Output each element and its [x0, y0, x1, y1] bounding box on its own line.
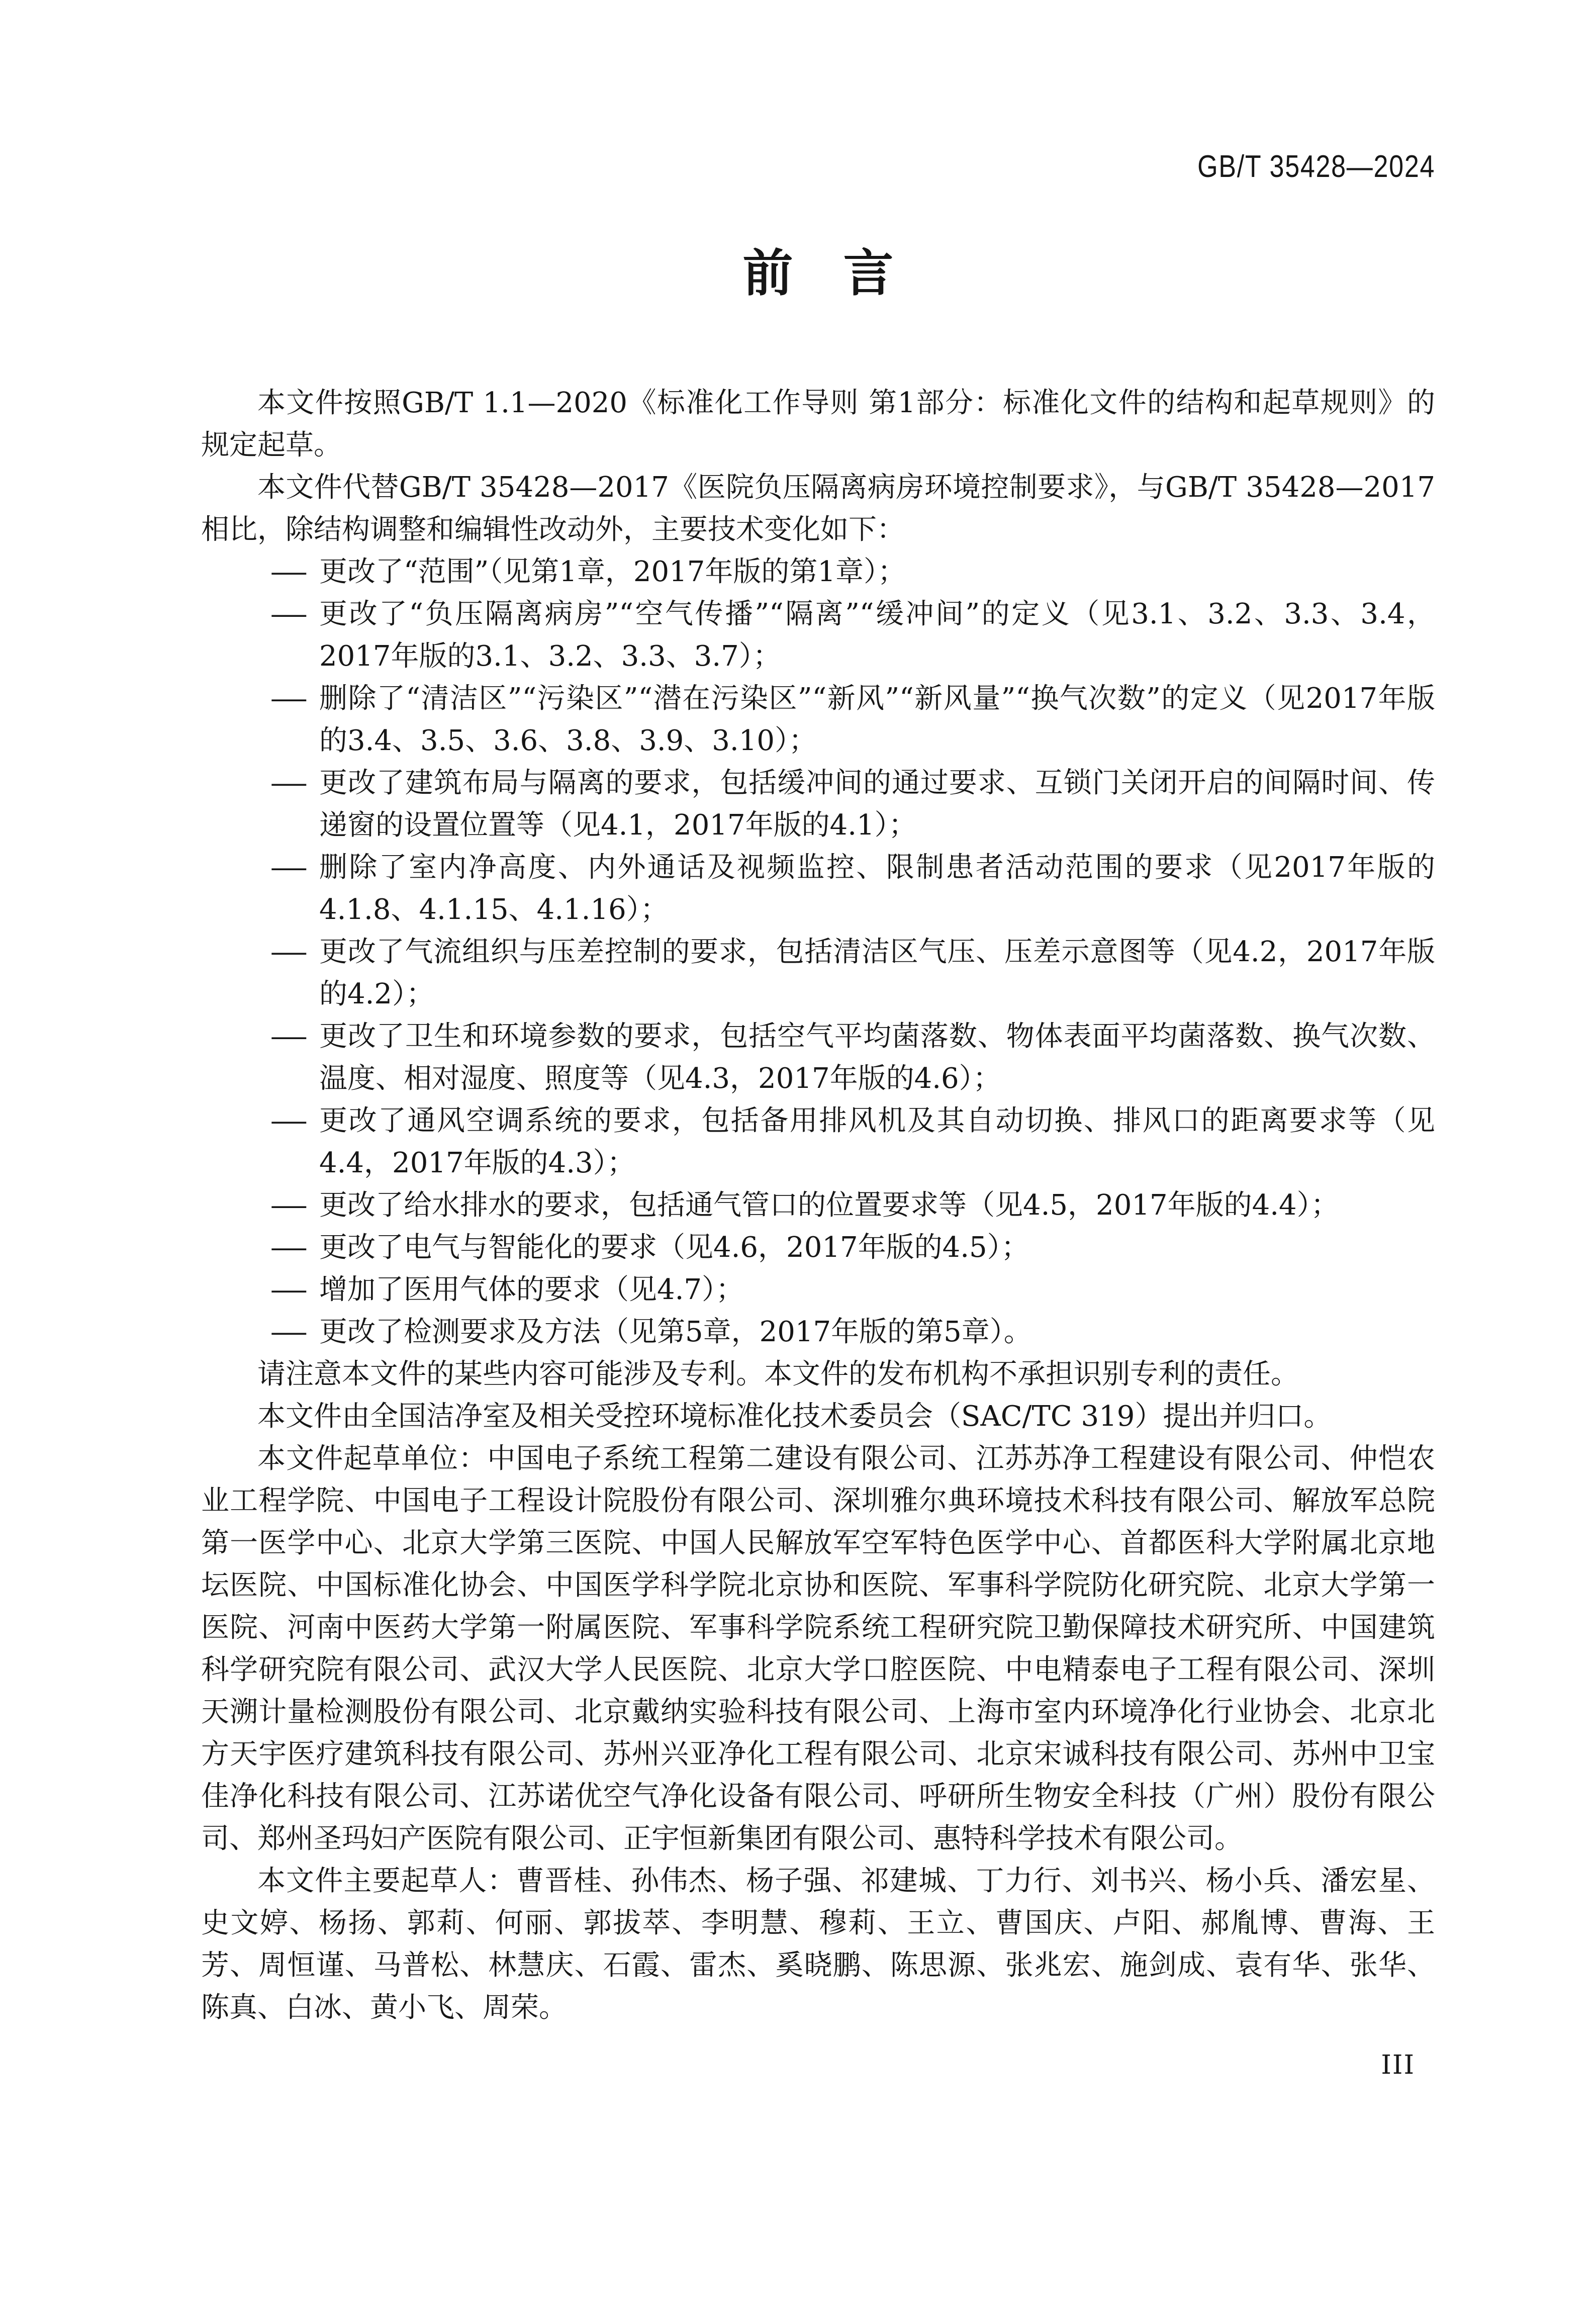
change-item-03 — [201, 678, 1435, 762]
change-item-06 — [201, 931, 1435, 1015]
change-item-02 — [201, 593, 1435, 678]
change-item-11 — [201, 1269, 1435, 1311]
para-replacement: 本文件代替GB/T 35428—2017《医院负压隔离病房环境控制要求》，与GB/T 35428—2017相比，除结构调整和编辑性改动外，主要技术变化如下： — [201, 471, 1435, 546]
change-item-10 — [201, 1227, 1435, 1269]
para-drafting-units: 本文件起草单位：中国电子系统工程第二建设有限公司、江苏苏净工程建设有限公司、仲恺农业工程学院、中国电子工程设计院股份有限公司、深圳雅尔典环境技术科技有限公司、解放军总院第一医学中心、北京大学第三医院、中国人民解放军空军特色医学中心、首都医科大学附属北京地坛医院、中国标准化协会、中国医学科学院北京协和医院、军事科学院防化研究院、北京大学第一医院、河南中医药大学第一附属医院、军事科学院系统工程研究院卫勤保障技术研究所、中国建筑科学研究院有限公司、武汉大学人民医院、北京大学口腔医院、中电精泰电子工程有限公司、深圳天溯计量检测股份有限公司、北京戴纳实验科技有限公司、上海市室内环境净化行业协会、北京北方天宇医疗建筑科技有限公司、苏州兴亚净化工程有限公司、北京宋诚科技有限公司、苏州中卫宝佳净化科技有限公司、江苏诺优空气净化设备有限公司、呼研所生物安全科技（广州）股份有限公司、郑州圣玛妇产医院有限公司、正宇恒新集团有限公司、惠特科学技术有限公司。 — [201, 1442, 1435, 1855]
change-dash: — — [270, 767, 308, 799]
change-text: 删除了室内净高度、内外通话及视频监控、限制患者活动范围的要求（见2017年版的4.1.8、4.1.15、4.1.16）； — [319, 851, 1435, 926]
change-dash: — — [270, 1231, 308, 1264]
change-dash: — — [270, 1104, 308, 1137]
change-text: 更改了给水排水的要求，包括通气管口的位置要求等（见4.5，2017年版的4.4）； — [319, 1189, 1339, 1222]
change-dash: — — [270, 556, 308, 588]
para-chief-drafters: 本文件主要起草人：曹晋桂、孙伟杰、杨子强、祁建城、丁力行、刘书兴、杨小兵、潘宏星、史文婷、杨扬、郭莉、何丽、郭拔萃、李明慧、穆莉、王立、曹国庆、卢阳、郝胤博、曹海、王芳、周恒谨、马普松、林慧庆、石霞、雷杰、奚晓鹏、陈思源、张兆宏、施剑成、袁有华、张华、陈真、白冰、黄小飞、周荣。 — [201, 1865, 1435, 2024]
page-title: 前 言 — [742, 243, 894, 303]
change-text: 更改了电气与智能化的要求（见4.6，2017年版的4.5）； — [319, 1231, 1029, 1264]
change-dash: — — [270, 1273, 308, 1306]
change-text: 更改了建筑布局与隔离的要求，包括缓冲间的通过要求、互锁门关闭开启的间隔时间、传递窗的设置位置等（见4.1，2017年版的4.1）； — [319, 767, 1435, 842]
change-text: 更改了卫生和环境参数的要求，包括空气平均菌落数、物体表面平均菌落数、换气次数、温度、相对湿度、照度等（见4.3，2017年版的4.6）； — [319, 1020, 1435, 1095]
standard-number: GB/T 35428—2024 — [1197, 149, 1435, 184]
changes-list — [201, 551, 1435, 1353]
para-drafting-basis: 本文件按照GB/T 1.1—2020《标准化工作导则 第1部分：标准化文件的结构和起草规则》的规定起草。 — [201, 387, 1435, 461]
change-dash: — — [270, 682, 308, 715]
change-dash: — — [270, 936, 308, 968]
foreword-body — [201, 382, 1435, 2029]
change-item-04 — [201, 762, 1435, 847]
change-text: 更改了气流组织与压差控制的要求，包括清洁区气压、压差示意图等（见4.2，2017年版的4.2）； — [319, 936, 1435, 1010]
para-committee: 本文件由全国洁净室及相关受控环境标准化技术委员会（SAC/TC 319）提出并归口。 — [257, 1400, 1332, 1433]
change-text: 更改了通风空调系统的要求，包括备用排风机及其自动切换、排风口的距离要求等（见4.4，2017年版的4.3）； — [319, 1104, 1435, 1179]
change-item-01 — [201, 551, 1435, 593]
change-dash: — — [270, 1020, 308, 1053]
change-item-09 — [201, 1184, 1435, 1227]
change-text: 更改了“负压隔离病房”“空气传播”“隔离”“缓冲间”的定义（见3.1、3.2、3.3、3.4，2017年版的3.1、3.2、3.3、3.7）； — [319, 598, 1435, 673]
change-text: 更改了“范围”（见第1章，2017年版的第1章）； — [319, 556, 906, 588]
change-dash: — — [270, 851, 308, 884]
change-item-12 — [201, 1311, 1435, 1353]
page-footer — [201, 2050, 1415, 2080]
change-text: 更改了检测要求及方法（见第5章，2017年版的第5章）。 — [319, 1316, 1032, 1348]
change-text: 增加了医用气体的要求（见4.7）； — [319, 1273, 744, 1306]
doc-header — [201, 149, 1435, 184]
change-item-07 — [201, 1015, 1435, 1100]
change-item-05 — [201, 847, 1435, 931]
change-dash: — — [270, 1316, 308, 1348]
para-patent-note: 请注意本文件的某些内容可能涉及专利。本文件的发布机构不承担识别专利的责任。 — [257, 1358, 1299, 1391]
change-item-08 — [201, 1100, 1435, 1184]
change-text: 删除了“清洁区”“污染区”“潜在污染区”“新风”“新风量”“换气次数”的定义（见2017年版的3.4、3.5、3.6、3.8、3.9、3.10）； — [319, 682, 1435, 757]
change-dash: — — [270, 598, 308, 630]
change-dash: — — [270, 1189, 308, 1222]
page-number: III — [1381, 2050, 1415, 2080]
